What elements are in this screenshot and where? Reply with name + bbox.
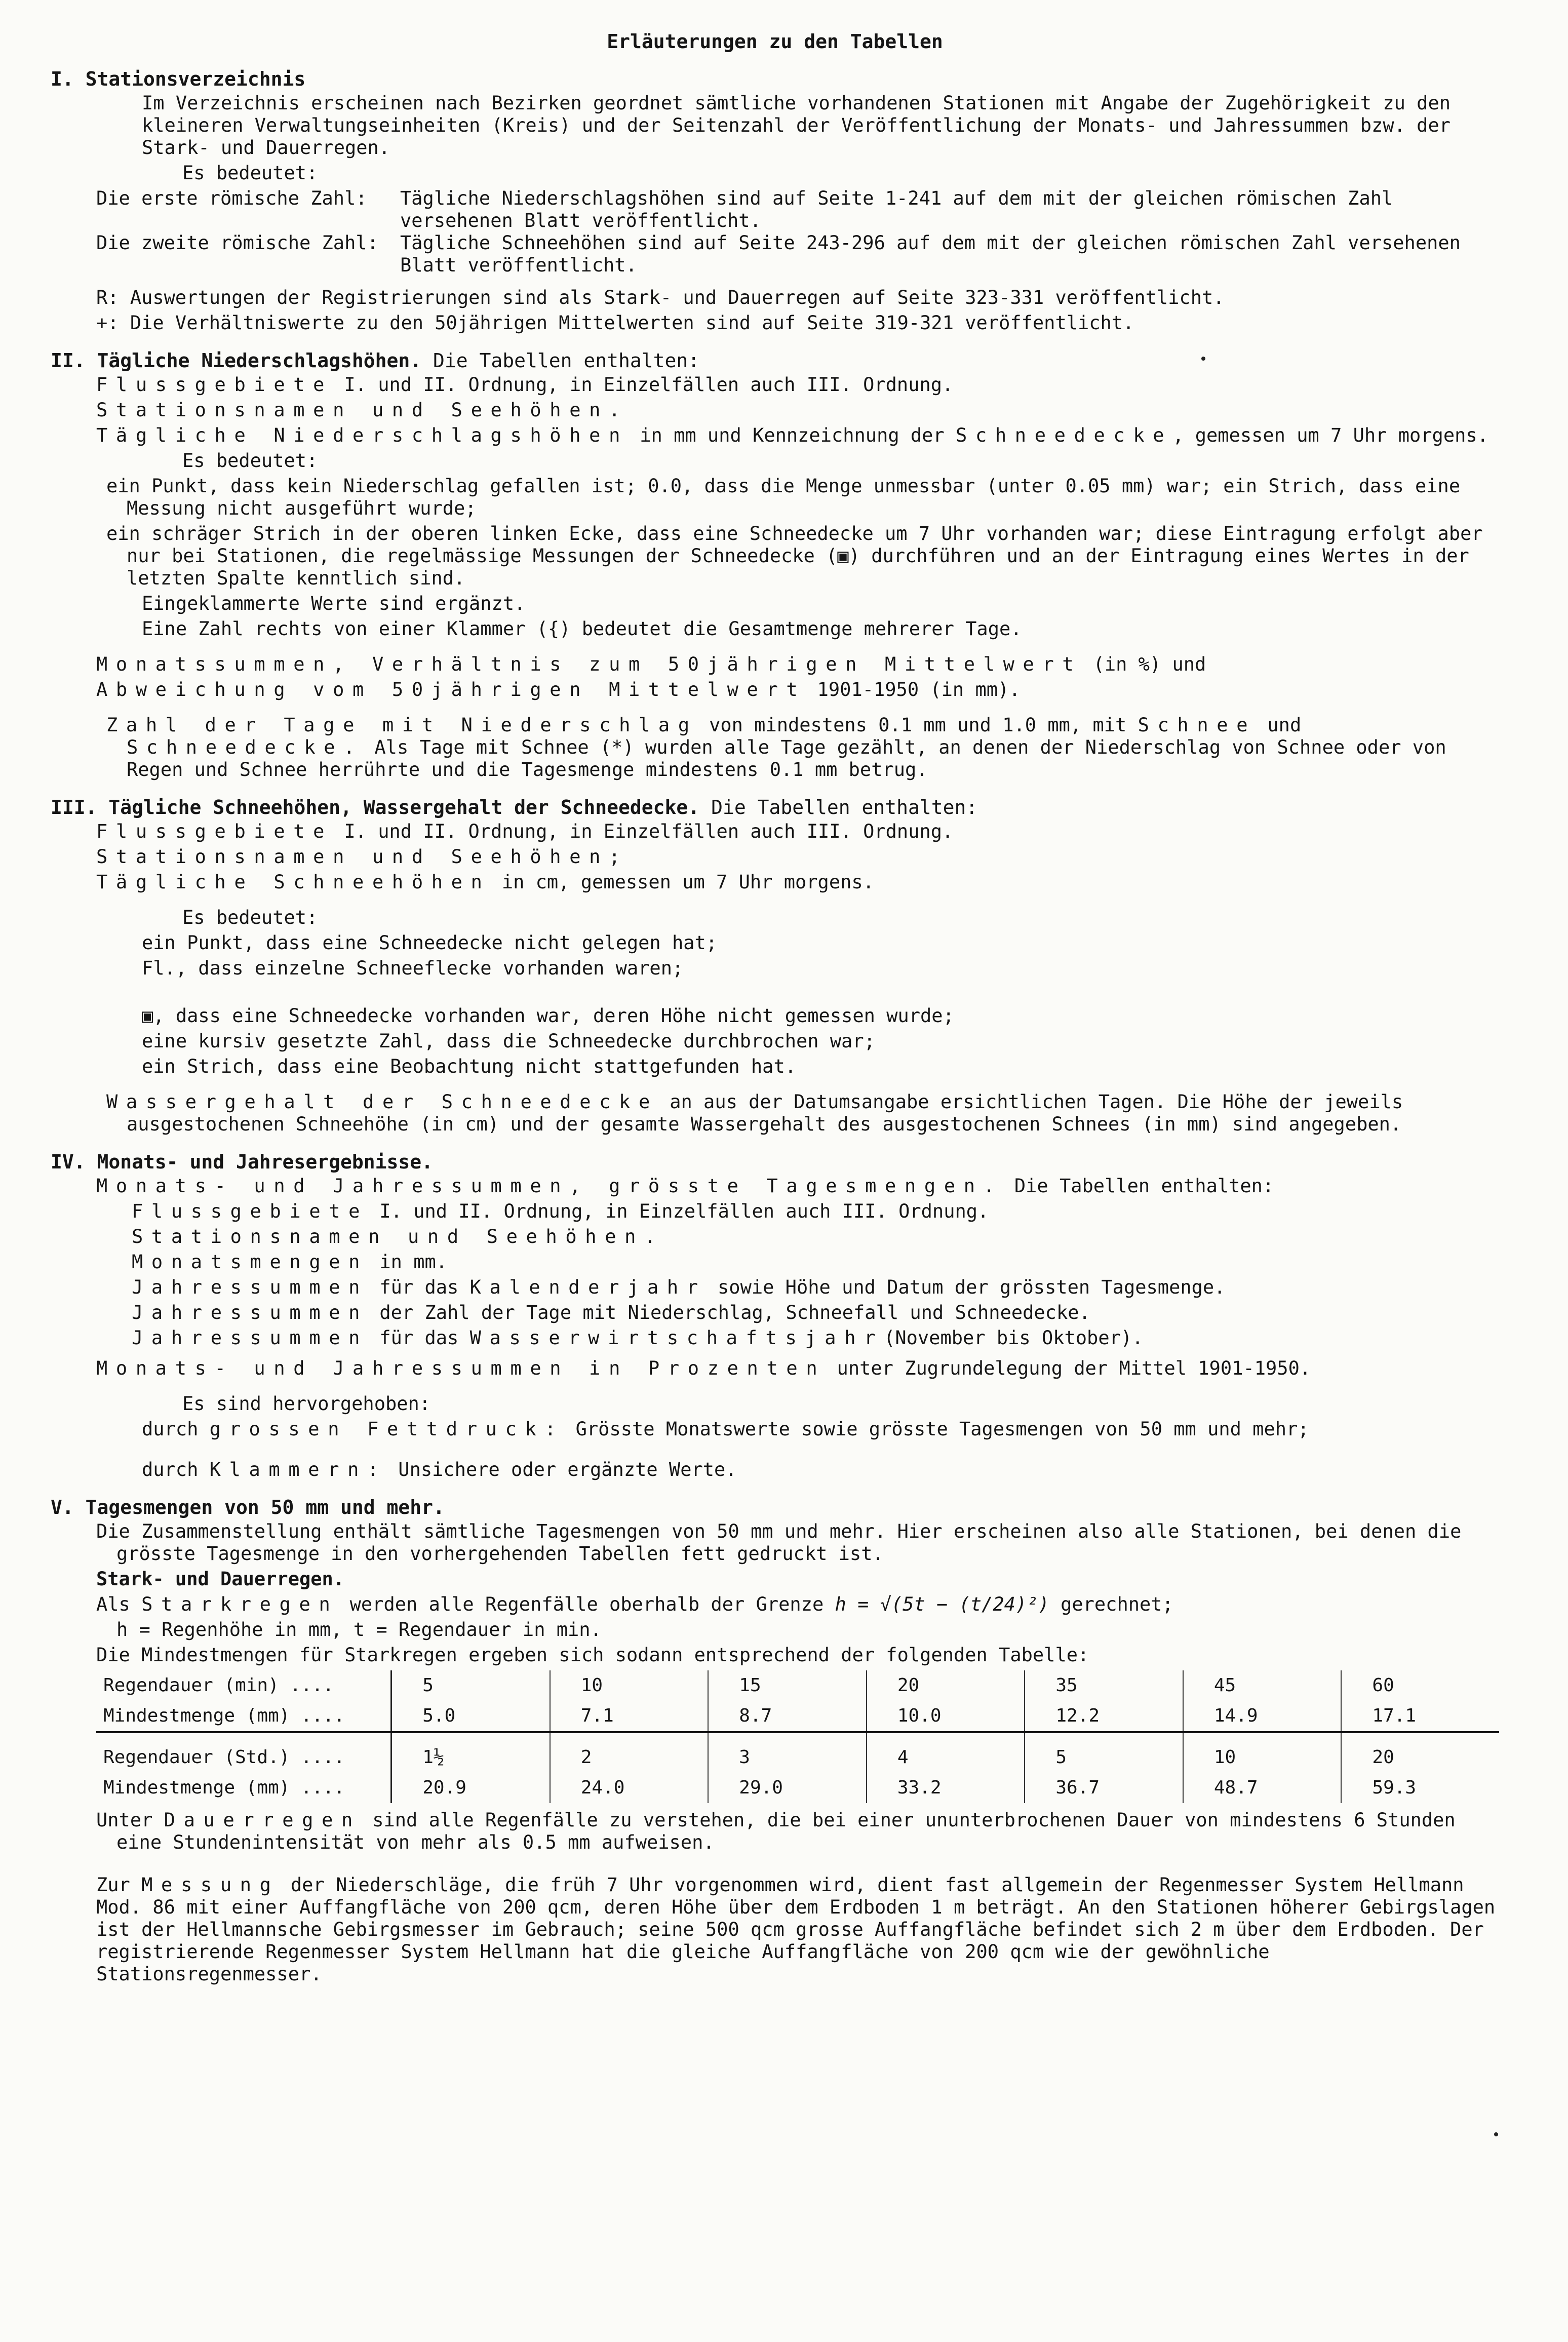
- section-1: [96, 92, 1499, 334]
- s5-starkregen: [96, 1593, 1499, 1616]
- s4-h1-spaced: grossen Fettdruck:: [209, 1418, 565, 1440]
- s1-first-number-text: Tägliche Niederschlagshöhen sind auf Seite 1-241 auf dem mit der gleichen römischen Zahl versehenen Blatt veröffentlicht.: [400, 187, 1393, 231]
- s1-es-bedeutet: Es bedeutet:: [182, 162, 318, 184]
- s2-b3: Eingeklammerte Werte sind ergänzt.: [142, 593, 526, 614]
- table-cell: 10: [1183, 1732, 1342, 1773]
- s4-h2-pre: durch: [142, 1459, 199, 1480]
- s4-line-3: [132, 1251, 1499, 1273]
- section-3-title: III. Tägliche Schneehöhen, Wassergehalt der Schneedecke.: [51, 796, 700, 818]
- s5-dauerregen: [96, 1809, 1499, 1854]
- s4-l6-spaced: Jahressummen: [132, 1327, 369, 1349]
- s2-z-spaced-3: Schneedecke.: [127, 736, 364, 758]
- s4-p-text: unter Zugrundelegung der Mittel 1901-1950.: [837, 1357, 1311, 1379]
- s3-b2: Fl., dass einzelne Schneeflecke vorhanden waren;: [142, 957, 684, 979]
- s4-line-4: [132, 1276, 1499, 1299]
- table-row: [96, 1732, 1499, 1773]
- s5-starkregen-spaced: Starkregen: [141, 1593, 339, 1615]
- s4-l3-spaced: Monatsmengen: [132, 1251, 369, 1273]
- table-row: [96, 1773, 1499, 1803]
- s2-l3-spaced-2: Schneedecke: [956, 424, 1173, 446]
- s3-water-content: [96, 1091, 1499, 1136]
- s4-l3-text: in mm.: [379, 1251, 448, 1273]
- section-4-heading: IV. Monats- und Jahresergebnisse.: [51, 1151, 433, 1173]
- s4-l6-spaced-2: Wasserwirtschaftsjahr: [469, 1327, 884, 1349]
- table-cell: 14.9: [1183, 1701, 1342, 1732]
- section-5: [96, 1520, 1499, 1985]
- table-cell: 24.0: [550, 1773, 709, 1803]
- table-cell: 36.7: [1025, 1773, 1183, 1803]
- min-amount-table: [96, 1670, 1499, 1803]
- s5-starkregen-text: werden alle Regenfälle oberhalb der Grenze: [349, 1593, 824, 1615]
- s2-l3-text: in mm und Kennzeichnung der: [640, 424, 945, 446]
- s4-h1: [96, 1418, 1499, 1440]
- section-1-heading: I. Stationsverzeichnis: [51, 68, 306, 90]
- s3-b5: ein Strich, dass eine Beobachtung nicht stattgefunden hat.: [142, 1056, 797, 1077]
- s4-l1-text: I. und II. Ordnung, in Einzelfällen auch III. Ordnung.: [379, 1200, 989, 1222]
- table-cell: 33.2: [867, 1773, 1025, 1803]
- s1-second-number-text: Tägliche Schneehöhen sind auf Seite 243-296 auf dem mit der gleichen römischen Zahl versehenen Blatt veröffentlicht.: [400, 232, 1461, 276]
- table-cell: 8.7: [708, 1701, 867, 1732]
- s4-line-1: [132, 1200, 1499, 1223]
- section-3-subtitle: Die Tabellen enthalten:: [711, 796, 978, 818]
- s2-line-3: [96, 424, 1499, 447]
- s2-m2-text: 1901-1950 (in mm).: [817, 679, 1021, 700]
- table-cell: 10: [550, 1670, 709, 1701]
- section-4: [96, 1175, 1499, 1481]
- s1-second-number-label: Die zweite römische Zahl:: [96, 232, 378, 254]
- s2-b4: Eine Zahl rechts von einer Klammer ({) bedeutet die Gesamtmenge mehrerer Tage.: [142, 618, 1022, 640]
- s2-z-text-3: Als Tage mit Schnee (*) wurden alle Tage gezählt, an denen der Niederschlag von Schnee oder von Regen und Schnee herrührte und die Tagesmenge mindestens 0.1 mm betrug.: [127, 736, 1446, 780]
- row-label: Mindestmenge (mm) ....: [96, 1701, 391, 1732]
- s3-b3: ▣, dass eine Schneedecke vorhanden war, deren Höhe nicht gemessen wurde;: [142, 1005, 954, 1027]
- s5-unter: Unter: [96, 1809, 153, 1831]
- s2-l3-text-2: , gemessen um 7 Uhr morgens.: [1172, 424, 1488, 446]
- s4-p-spaced: Monats- und Jahressummen in Prozenten: [96, 1357, 826, 1379]
- s2-monthly-2: [96, 679, 1499, 701]
- s1-first-number: [96, 187, 1499, 232]
- s4-l5-spaced: Jahressummen: [132, 1302, 369, 1323]
- s3-l1-spaced: Flussgebiete: [96, 821, 333, 842]
- s2-l3-spaced: Tägliche Niederschlagshöhen: [96, 424, 629, 446]
- s5-hdef: h = Regenhöhe in mm, t = Regendauer in min.: [116, 1619, 602, 1641]
- s3-b4: eine kursiv gesetzte Zahl, dass die Schneedecke durchbrochen war;: [142, 1030, 875, 1052]
- s4-h1-pre: durch: [142, 1418, 199, 1440]
- s2-m1-spaced: Monatssummen, Verhältnis zum 50jährigen Mittelwert: [96, 653, 1082, 675]
- s5-dauerregen-text: sind alle Regenfälle zu verstehen, die bei einer ununterbrochenen Dauer von mindestens 6 Stunden eine Stundenintensität von mehr als 0.5 mm aufweisen.: [116, 1809, 1456, 1853]
- s4-percent: [96, 1357, 1499, 1380]
- s2-m1-text: (in %) und: [1093, 653, 1206, 675]
- table-cell: 35: [1025, 1670, 1183, 1701]
- table-cell: 29.0: [708, 1773, 867, 1803]
- table-row: [96, 1670, 1499, 1701]
- section-5-heading: V. Tagesmengen von 50 mm und mehr.: [51, 1496, 445, 1518]
- s2-line-1: [96, 374, 1499, 396]
- s4-l4-spaced: Jahressummen: [132, 1276, 369, 1298]
- table-cell: 20.9: [391, 1773, 550, 1803]
- table-cell: 60: [1372, 1675, 1394, 1696]
- s2-l2-spaced: Stationsnamen und Seehöhen.: [96, 399, 629, 421]
- s1-second-number: [96, 232, 1499, 277]
- s5-messung: [96, 1874, 1499, 1985]
- s1-plus-note: +: Die Verhältniswerte zu den 50jährigen Mittelwerten sind auf Seite 319-321 veröffentlicht.: [96, 312, 1134, 334]
- s3-l2-spaced: Stationsnamen und Seehöhen;: [96, 846, 629, 868]
- s1-r-note: R: Auswertungen der Registrierungen sind als Stark- und Dauerregen auf Seite 323-331 veröffentlicht.: [96, 287, 1225, 308]
- s1-intro: Im Verzeichnis erscheinen nach Bezirken geordnet sämtliche vorhandenen Stationen mit Angabe der Zugehörigkeit zu den kleineren Verwaltungseinheiten (Kreis) und der Seitenzahl der Veröffentlichung der Monats- und Jahressummen bzw. der Stark- und Dauerregen.: [142, 92, 1451, 159]
- s4-list: [96, 1200, 1499, 1349]
- s4-line-2: [132, 1226, 1499, 1248]
- section-3-heading: [51, 796, 1499, 818]
- s2-b2: ein schräger Strich in der oberen linken Ecke, dass eine Schneedecke um 7 Uhr vorhanden war; diese Eintragung erfolgt aber nur bei Stationen, die regelmässige Messungen der Schneedecke (▣) durchführen und an der Eintragung eines Wertes in der letzten Spalte kenntlich sind.: [106, 523, 1483, 589]
- s4-l6-text: für das: [379, 1327, 459, 1349]
- s2-days-count: [96, 714, 1499, 781]
- page-title: Erläuterungen zu den Tabellen: [607, 30, 943, 53]
- s4-h2-spaced: Klammern:: [209, 1459, 387, 1480]
- s3-w-spaced: Wassergehalt der Schneedecke: [106, 1091, 658, 1113]
- s5-p1: Die Zusammenstellung enthält sämtliche Tagesmengen von 50 mm und mehr. Hier erscheinen also alle Stationen, bei denen die grösste Tagesmenge in den vorhergehenden Tabellen fett gedruckt ist.: [96, 1520, 1462, 1565]
- s2-l1-text: I. und II. Ordnung, in Einzelfällen auch III. Ordnung.: [344, 374, 954, 396]
- s5-subheading: Stark- und Dauerregen.: [96, 1568, 345, 1590]
- table-cell: 45: [1183, 1670, 1342, 1701]
- s2-z-text: von mindestens 0.1 mm und 1.0 mm, mit: [709, 714, 1127, 736]
- s1-first-number-label: Die erste römische Zahl:: [96, 187, 367, 209]
- s4-l6-text-2: (November bis Oktober).: [884, 1327, 1144, 1349]
- table-cell: 15: [708, 1670, 867, 1701]
- s2-z-spaced-2: Schnee: [1138, 714, 1257, 736]
- document-page: [51, 30, 1499, 1988]
- s4-h2: [96, 1459, 1499, 1481]
- table-cell: 5: [1025, 1732, 1183, 1773]
- s4-l4-text-2: sowie Höhe und Datum der grössten Tagesmenge.: [718, 1276, 1226, 1298]
- s3-w-text: an aus der Datumsangabe ersichtlichen Tagen. Die Höhe der jeweils ausgestochenen Schneehöhe (in cm) und der gesamte Wassergehalt des ausgestochenen Schnees (in mm) sind angegeben.: [127, 1091, 1403, 1135]
- s5-mindestmengen: Die Mindestmengen für Starkregen ergeben sich sodann entsprechend der folgenden Tabelle:: [96, 1644, 1089, 1666]
- s3-l1-text: I. und II. Ordnung, in Einzelfällen auch III. Ordnung.: [344, 821, 954, 842]
- section-2-heading: [51, 349, 1499, 372]
- table-cell: 48.7: [1183, 1773, 1342, 1803]
- section-2-subtitle: Die Tabellen enthalten:: [433, 349, 700, 372]
- table-cell: 10.0: [867, 1701, 1025, 1732]
- s3-line-3: [96, 871, 1499, 893]
- s5-als: Als: [96, 1593, 130, 1615]
- table-cell: 5: [391, 1670, 550, 1701]
- speck-mark: [1494, 2132, 1498, 2136]
- s2-b1: ein Punkt, dass kein Niederschlag gefallen ist; 0.0, dass die Menge unmessbar (unter 0.05 mm) war; ein Strich, dass eine Messung nicht ausgeführt wurde;: [106, 475, 1461, 519]
- table-cell: 3: [708, 1732, 867, 1773]
- table-cell: 20: [867, 1670, 1025, 1701]
- s4-l0-text: Die Tabellen enthalten:: [1014, 1175, 1274, 1197]
- s5-zur: Zur: [96, 1874, 130, 1896]
- s5-messung-spaced: Messung: [141, 1874, 280, 1896]
- s4-hervorgehoben: Es sind hervorgehoben:: [182, 1393, 431, 1415]
- speck-mark: [1201, 357, 1205, 361]
- row-label: Regendauer (min) ....: [96, 1670, 391, 1701]
- s2-l1-spaced: Flussgebiete: [96, 374, 333, 396]
- table-cell: 4: [867, 1732, 1025, 1773]
- s4-l5-text: der Zahl der Tage mit Niederschlag, Schneefall und Schneedecke.: [379, 1302, 1090, 1323]
- s4-l4-text: für das: [379, 1276, 459, 1298]
- s3-b1: ein Punkt, dass eine Schneedecke nicht gelegen hat;: [142, 932, 718, 954]
- table-cell: 5.0: [391, 1701, 550, 1732]
- table-cell: 59.3: [1372, 1777, 1417, 1798]
- table-cell: 2: [550, 1732, 709, 1773]
- table-cell: 1½: [391, 1732, 550, 1773]
- s2-z-text-2: und: [1267, 714, 1302, 736]
- s2-monthly-1: [96, 653, 1499, 676]
- s5-formula: h = √(5t − (t/24)²): [835, 1593, 1049, 1615]
- s4-line-6: [132, 1327, 1499, 1349]
- s4-l1-spaced: Flussgebiete: [132, 1200, 369, 1222]
- s2-m2-spaced: Abweichung vom 50jährigen Mittelwert: [96, 679, 806, 700]
- s3-l3-text: in cm, gemessen um 7 Uhr morgens.: [501, 871, 874, 893]
- row-label: Regendauer (Std.) ....: [96, 1732, 391, 1773]
- s3-line-2: [96, 846, 1499, 868]
- s4-l4-spaced-2: Kalenderjahr: [469, 1276, 707, 1298]
- table-row: [96, 1701, 1499, 1732]
- s5-starkregen-text-2: gerechnet;: [1061, 1593, 1173, 1615]
- table-cell: 20: [1372, 1747, 1394, 1768]
- s4-line-5: [132, 1302, 1499, 1324]
- s2-line-2: [96, 399, 1499, 421]
- s4-h2-text: Unsichere oder ergänzte Werte.: [398, 1459, 737, 1480]
- s4-line-0: [96, 1175, 1499, 1197]
- section-3: [96, 821, 1499, 1136]
- s3-es-bedeutet: Es bedeutet:: [182, 907, 318, 928]
- s2-z-spaced: Zahl der Tage mit Niederschlag: [106, 714, 698, 736]
- s5-dauerregen-spaced: Dauerregen: [164, 1809, 361, 1831]
- s4-l0-spaced: Monats- und Jahressummen, grösste Tagesmengen.: [96, 1175, 1003, 1197]
- table-cell: 7.1: [550, 1701, 709, 1732]
- table-cell: 12.2: [1025, 1701, 1183, 1732]
- s5-messung-text: der Niederschläge, die früh 7 Uhr vorgenommen wird, dient fast allgemein der Regenmesser System Hellmann Mod. 86 mit einer Auffangfläche von 200 qcm, deren Höhe über dem Erdboden 1 m beträgt. An den Stationen höherer Gebirgslagen ist der Hellmannsche Gebirgsmesser im Gebrauch; seine 500 qcm grosse Auffangfläche befindet sich 2 m über dem Erdboden. Der registrierende Regenmesser System Hellmann hat die gleiche Auffangfläche von 200 qcm wie der gewöhnliche Stationsregenmesser.: [96, 1874, 1496, 1985]
- s4-l2-spaced: Stationsnamen und Seehöhen.: [132, 1226, 664, 1247]
- row-label: Mindestmenge (mm) ....: [96, 1773, 391, 1803]
- table-cell: 17.1: [1341, 1701, 1499, 1732]
- s4-h1-text: Grösste Monatswerte sowie grösste Tagesmengen von 50 mm und mehr;: [575, 1418, 1309, 1440]
- s2-es-bedeutet: Es bedeutet:: [182, 450, 318, 472]
- s3-line-1: [96, 821, 1499, 843]
- s3-l3-spaced: Tägliche Schneehöhen: [96, 871, 491, 893]
- section-2: [96, 374, 1499, 781]
- section-2-title: II. Tägliche Niederschlagshöhen.: [51, 349, 422, 372]
